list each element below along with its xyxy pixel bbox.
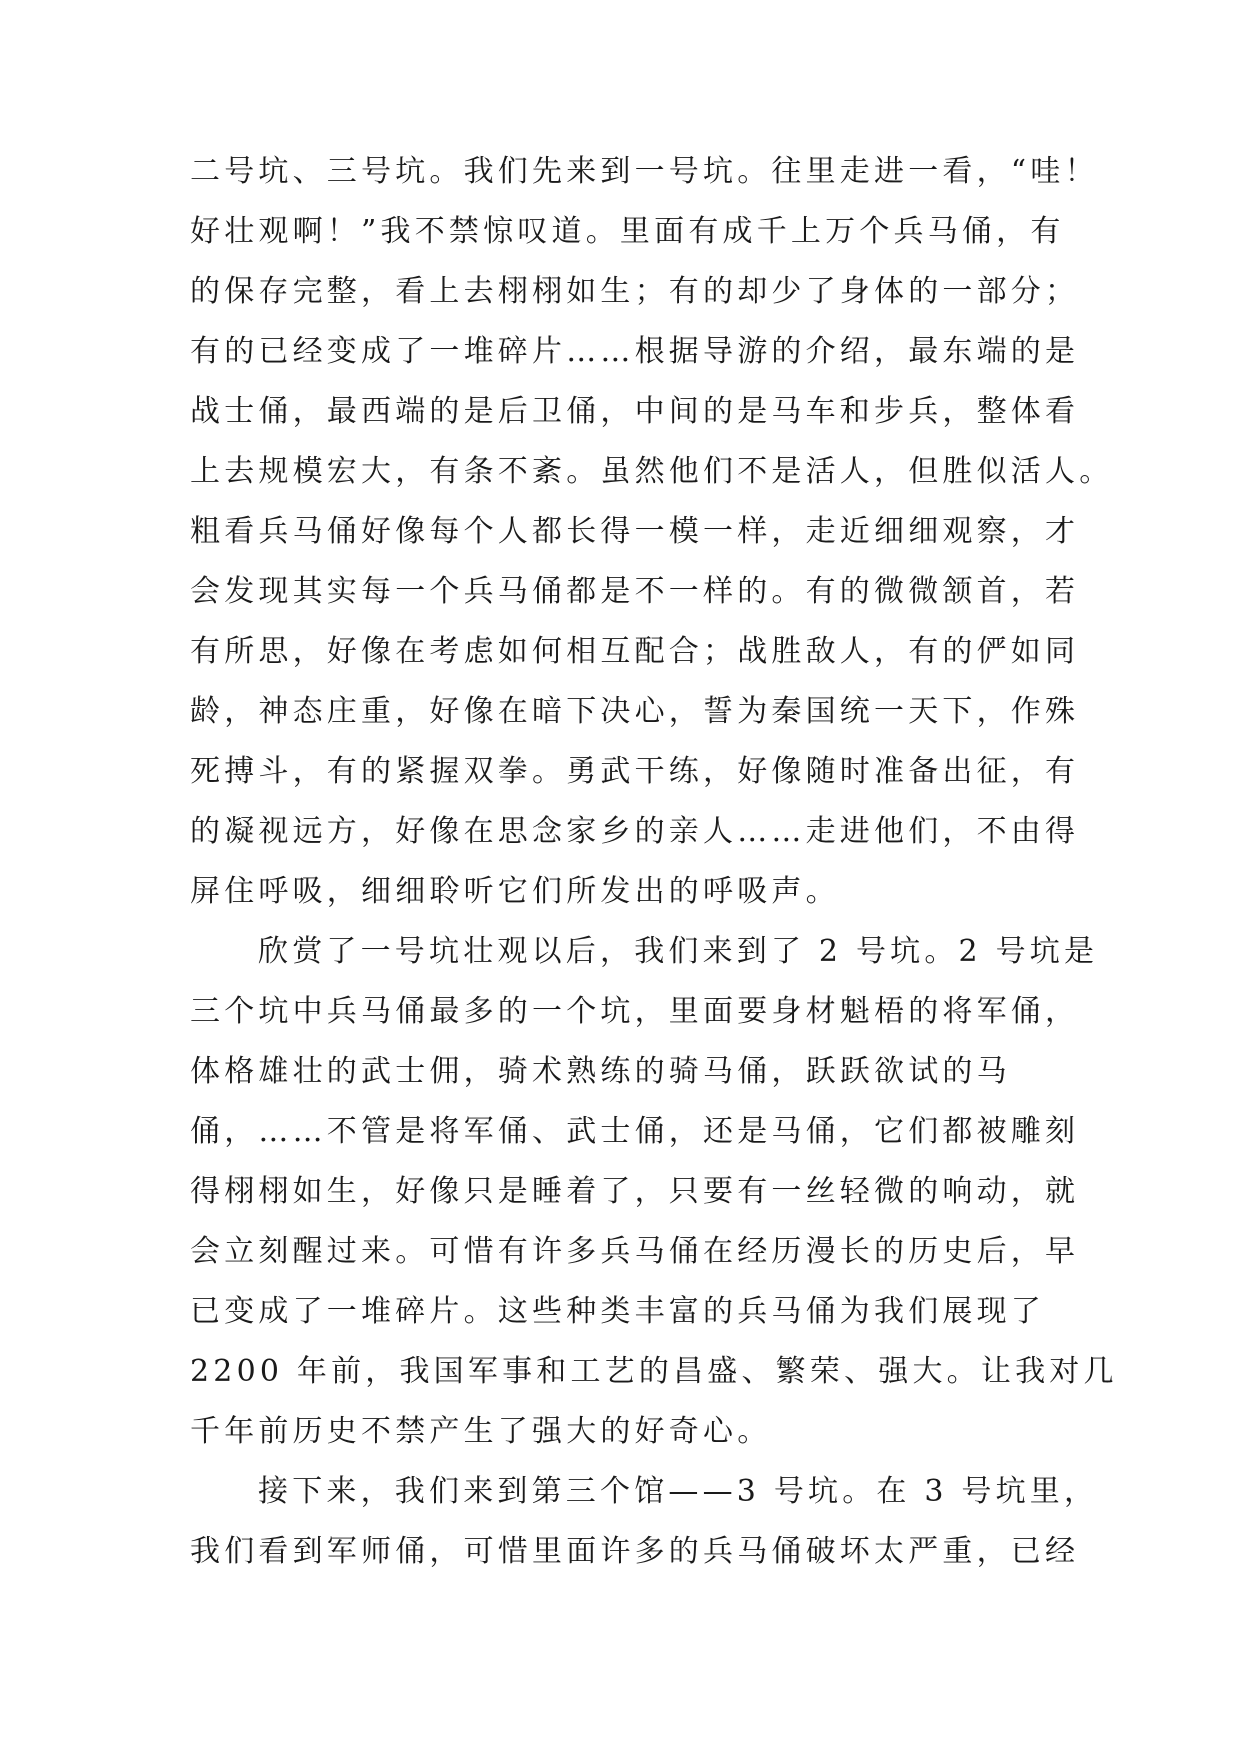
text-line: 的凝视远方，好像在思念家乡的亲人……走进他们，不由得 <box>190 814 1080 849</box>
text-line: 我们看到军师俑，可惜里面许多的兵马俑破坏太严重，已经 <box>190 1534 1080 1569</box>
text-line: 千年前历史不禁产生了强大的好奇心。 <box>190 1414 772 1449</box>
paragraph-first-line: 接下来，我们来到第三个馆——3 号坑。在 3 号坑里， <box>258 1474 1099 1509</box>
essay-body <box>190 142 1118 1582</box>
text-line: 的保存完整，看上去栩栩如生；有的却少了身体的一部分； <box>190 274 1080 309</box>
text-line: 2200 年前，我国军事和工艺的昌盛、繁荣、强大。让我对几 <box>190 1354 1118 1389</box>
text-line: 有所思，好像在考虑如何相互配合；战胜敌人，有的俨如同 <box>190 634 1080 669</box>
text-line: 体格雄壮的武士佣，骑术熟练的骑马俑，跃跃欲试的马 <box>190 1054 1011 1089</box>
paragraph-first-line: 欣赏了一号坑壮观以后，我们来到了 2 号坑。2 号坑是 <box>258 934 1099 969</box>
text-line: 好壮观啊！”我不禁惊叹道。里面有成千上万个兵马俑，有 <box>190 214 1065 249</box>
text-line: 会立刻醒过来。可惜有许多兵马俑在经历漫长的历史后，早 <box>190 1234 1080 1269</box>
text-line: 有的已经变成了一堆碎片……根据导游的介绍，最东端的是 <box>190 334 1080 369</box>
text-line: 二号坑、三号坑。我们先来到一号坑。往里走进一看，“哇！ <box>190 154 1099 189</box>
text-line: 三个坑中兵马俑最多的一个坑，里面要身材魁梧的将军俑， <box>190 994 1080 1029</box>
text-line: 得栩栩如生，好像只是睡着了，只要有一丝轻微的响动，就 <box>190 1174 1080 1209</box>
text-line: 战士俑，最西端的是后卫俑，中间的是马车和步兵，整体看 <box>190 394 1080 429</box>
text-line: 粗看兵马俑好像每个人都长得一模一样，走近细细观察，才 <box>190 514 1080 549</box>
text-line: 已变成了一堆碎片。这些种类丰富的兵马俑为我们展现了 <box>190 1294 1045 1329</box>
text-line: 屏住呼吸，细细聆听它们所发出的呼吸声。 <box>190 874 840 909</box>
text-line: 俑，……不管是将军俑、武士俑，还是马俑，它们都被雕刻 <box>190 1114 1080 1149</box>
text-line: 死搏斗，有的紧握双拳。勇武干练，好像随时准备出征，有 <box>190 754 1080 789</box>
text-line: 龄，神态庄重，好像在暗下决心，誓为秦国统一天下，作殊 <box>190 694 1080 729</box>
text-line: 会发现其实每一个兵马俑都是不一样的。有的微微颔首，若 <box>190 574 1080 609</box>
text-line: 上去规模宏大，有条不紊。虽然他们不是活人，但胜似活人。 <box>190 454 1114 489</box>
